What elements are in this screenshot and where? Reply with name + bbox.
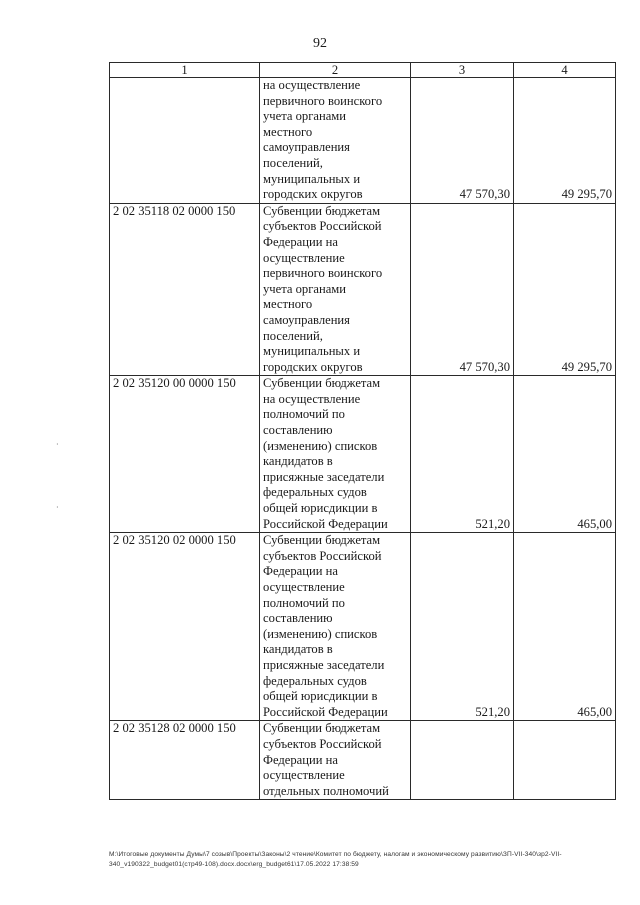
budget-code-cell: 2 02 35118 02 0000 150 xyxy=(110,203,260,376)
budget-table xyxy=(109,62,616,800)
name-line: Федерации на xyxy=(263,234,338,249)
name-line: Российской Федерации xyxy=(263,704,388,719)
table-header-row xyxy=(110,63,616,78)
budget-name-cell xyxy=(260,203,411,376)
amount-column-4-cell: 49 295,70 xyxy=(514,203,616,376)
table-row xyxy=(110,78,616,204)
name-line: кандидатов в xyxy=(263,642,333,657)
name-line: на осуществление xyxy=(263,78,361,92)
name-line: самоуправления xyxy=(263,140,350,155)
name-line: Федерации на xyxy=(263,752,338,767)
name-line: полномочий по xyxy=(263,595,345,610)
name-line: первичного воинского xyxy=(263,93,383,108)
name-line: первичного воинского xyxy=(263,266,383,281)
name-line: Федерации на xyxy=(263,564,338,579)
budget-code-cell: 2 02 35120 02 0000 150 xyxy=(110,533,260,721)
column-header-3: 3 xyxy=(411,63,514,78)
name-line: федеральных судов xyxy=(263,485,367,500)
name-line: федеральных судов xyxy=(263,673,367,688)
name-line: осуществление xyxy=(263,768,345,783)
name-line: самоуправления xyxy=(263,312,350,327)
name-line: составлению xyxy=(263,423,333,438)
file-path-footer xyxy=(109,850,617,870)
amount-column-3-cell: 47 570,30 xyxy=(411,203,514,376)
name-line: муниципальных и xyxy=(263,344,361,359)
footer-line-2: 340_v190322_budget01(стр49-108).docx.docx\erg_budget61\17.05.2022 17:38:59 xyxy=(109,861,359,868)
name-line: поселений, xyxy=(263,328,323,343)
name-line: присяжные заседатели xyxy=(263,469,385,484)
name-line: субъектов Российской xyxy=(263,219,382,234)
name-line: присяжные заседатели xyxy=(263,657,385,672)
name-line: Субвенции бюджетам xyxy=(263,203,381,218)
table-row xyxy=(110,721,616,800)
amount-column-4-cell: 49 295,70 xyxy=(514,78,616,204)
name-line: местного xyxy=(263,297,313,312)
budget-name-cell xyxy=(260,721,411,800)
name-line: субъектов Российской xyxy=(263,548,382,563)
budget-name-cell xyxy=(260,78,411,204)
name-line: муниципальных и xyxy=(263,171,361,186)
column-header-2: 2 xyxy=(260,63,411,78)
name-line: общей юрисдикции в xyxy=(263,689,378,704)
name-line: Субвенции бюджетам xyxy=(263,533,381,548)
amount-column-4-cell: 465,00 xyxy=(514,533,616,721)
name-line: полномочий по xyxy=(263,407,345,422)
footer-line-1: М:\Итоговые документы Думы\7 созыв\Проекты\Законы\2 чтение\Комитет по бюджету, налогам и экономическому развитию\ЗП-VII-340\зр2-VII- xyxy=(109,851,562,858)
budget-name-cell xyxy=(260,533,411,721)
budget-code-cell: 2 02 35120 00 0000 150 xyxy=(110,376,260,533)
name-line: субъектов Российской xyxy=(263,736,382,751)
amount-column-4-cell: 465,00 xyxy=(514,376,616,533)
amount-column-3-cell xyxy=(411,721,514,800)
table-row xyxy=(110,376,616,533)
name-line: Субвенции бюджетам xyxy=(263,721,381,736)
name-line: составлению xyxy=(263,611,333,626)
name-line: поселений, xyxy=(263,155,323,170)
name-line: отдельных полномочий xyxy=(263,783,389,798)
name-line: городских округов xyxy=(263,187,363,202)
table-row xyxy=(110,533,616,721)
scan-specks: · · xyxy=(56,440,59,512)
name-line: Российской Федерации xyxy=(263,516,388,531)
name-line: осуществление xyxy=(263,580,345,594)
name-line: осуществление xyxy=(263,250,345,265)
page-number: 92 xyxy=(313,36,327,51)
name-line: на осуществление xyxy=(263,391,361,406)
name-line: городских округов xyxy=(263,359,363,374)
name-line: кандидатов в xyxy=(263,454,333,469)
name-line: учета органами xyxy=(263,109,347,124)
name-line: местного xyxy=(263,124,313,139)
name-line: (изменению) списков xyxy=(263,438,378,453)
name-line: учета органами xyxy=(263,281,347,296)
amount-column-4-cell xyxy=(514,721,616,800)
name-line: Субвенции бюджетам xyxy=(263,376,381,391)
budget-code-cell: 2 02 35128 02 0000 150 xyxy=(110,721,260,800)
table-row xyxy=(110,203,616,376)
table-body xyxy=(110,78,616,800)
column-header-1: 1 xyxy=(110,63,260,78)
amount-column-3-cell: 521,20 xyxy=(411,533,514,721)
name-line: общей юрисдикции в xyxy=(263,501,378,516)
column-header-4: 4 xyxy=(514,63,616,78)
budget-code-cell xyxy=(110,78,260,204)
budget-name-cell xyxy=(260,376,411,533)
name-line: (изменению) списков xyxy=(263,626,378,641)
amount-column-3-cell: 521,20 xyxy=(411,376,514,533)
amount-column-3-cell: 47 570,30 xyxy=(411,78,514,204)
